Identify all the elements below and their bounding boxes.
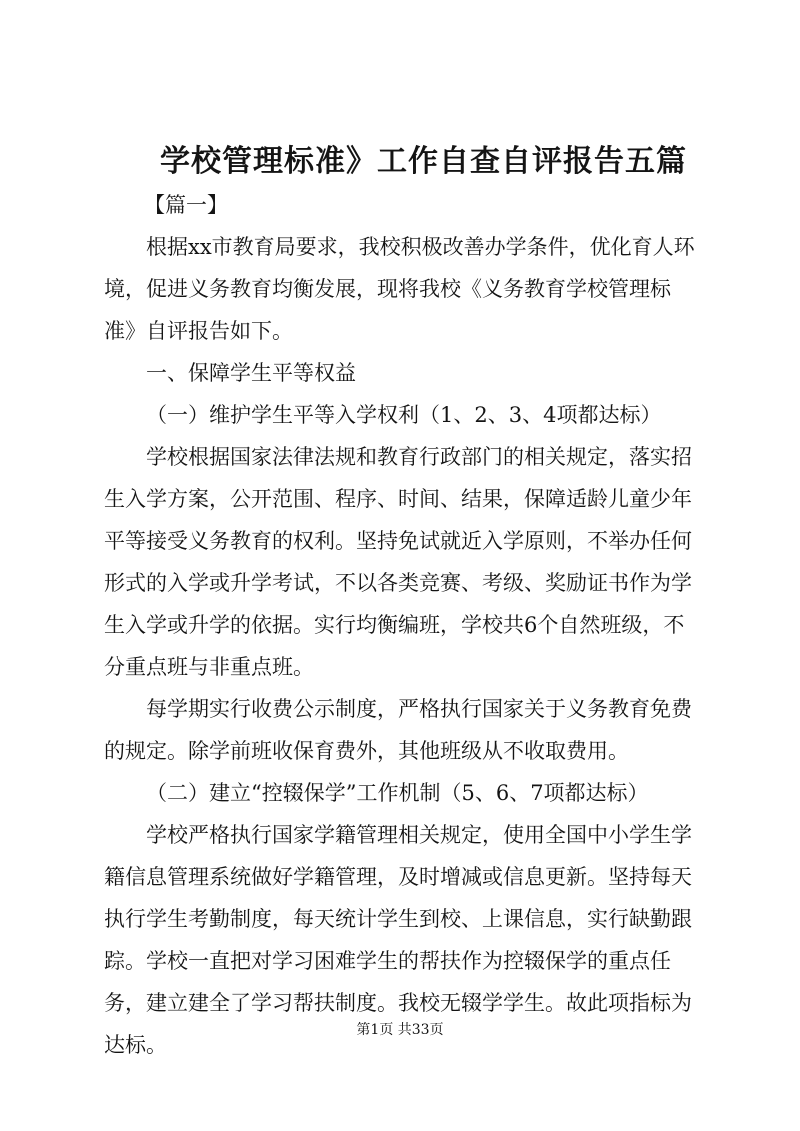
document-title: 学校管理标准》工作自查自评报告五篇 — [160, 144, 687, 179]
heading-subsection-1: （一）维护学生平等入学权利（1、2、3、4项都达标） — [146, 403, 662, 427]
heading-section-1: 一、保障学生平等权益 — [146, 361, 356, 385]
paragraph-fees: 每学期实行收费公示制度，严格执行国家关于义务教育免费的规定。除学前班收保育费外，其他班级从不收取费用。 — [104, 697, 692, 763]
document-body — [104, 226, 702, 1066]
page-footer: 第1页 共33页 — [356, 1022, 444, 1038]
paragraph-intro: 根据xx市教育局要求，我校积极改善办学条件，优化育人环境，促进义务教育均衡发展，现将我校《义务教育学校管理标准》自评报告如下。 — [104, 235, 695, 343]
section-label: 【篇一】 — [144, 193, 228, 217]
heading-subsection-2: （二）建立“控辍保学”工作机制（5、6、7项都达标） — [146, 781, 649, 805]
paragraph-enrollment: 学校严格执行国家学籍管理相关规定，使用全国中小学生学籍信息管理系统做好学籍管理，及时增减或信息更新。坚持每天执行学生考勤制度，每天统计学生到校、上课信息，实行缺勤跟踪。学校一直把对学习困难学生的帮扶作为控辍保学的重点任务，建立建全了学习帮扶制度。我校无辍学学生。故此项指标为达标。 — [104, 823, 692, 1057]
paragraph-admission: 学校根据国家法律法规和教育行政部门的相关规定，落实招生入学方案，公开范围、程序、时间、结果，保障适龄儿童少年平等接受义务教育的权利。坚持免试就近入学原则，不举办任何形式的入学或升学考试，不以各类竞赛、考级、奖励证书作为学生入学或升学的依据。实行均衡编班，学校共6个自然班级，不分重点班与非重点班。 — [104, 445, 692, 679]
